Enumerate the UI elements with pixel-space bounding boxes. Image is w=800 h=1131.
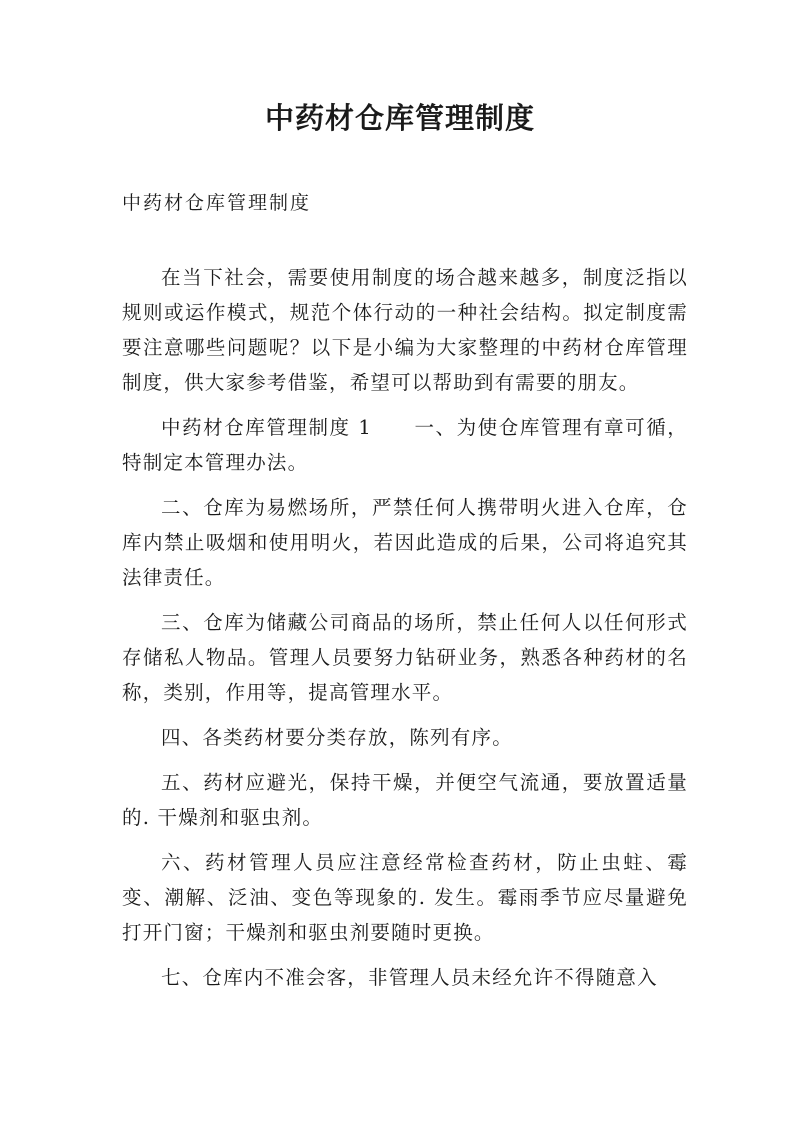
paragraph-intro: 在当下社会，需要使用制度的场合越来越多，制度泛指以规则或运作模式，规范个体行动的一种社会结构。拟定制度需要注意哪些问题呢？以下是小编为大家整理的中药材仓库管理制度，供大家参考借鉴，希望可以帮助到有需要的朋友。 xyxy=(122,266,688,394)
document-subtitle: 中药材仓库管理制度 xyxy=(122,192,312,214)
paragraph-rule-6: 六、药材管理人员应注意经常检查药材，防止虫蛀、霉变、潮解、泛油、变色等现象的. 发生。霉雨季节应尽量避免打开门窗；干燥剂和驱虫剂要随时更换。 xyxy=(122,851,688,944)
paragraph-rule-5: 五、药材应避光，保持干燥，并便空气流通，要放置适量的. 干燥剂和驱虫剂。 xyxy=(122,771,688,829)
paragraph-rule-2: 二、仓库为易燃场所，严禁任何人携带明火进入仓库，仓库内禁止吸烟和使用明火，若因此造成的后果，公司将追究其法律责任。 xyxy=(122,496,688,589)
paragraph-rule-4: 四、各类药材要分类存放，陈列有序。 xyxy=(161,726,513,749)
paragraph-rule-7: 七、仓库内不准会客，非管理人员未经允许不得随意入 xyxy=(161,966,658,989)
document-title: 中药材仓库管理制度 xyxy=(264,101,535,135)
paragraph-rule-3: 三、仓库为储藏公司商品的场所，禁止任何人以任何形式存储私人物品。管理人员要努力钻研业务，熟悉各种药材的名称，类别，作用等，提高管理水平。 xyxy=(122,611,688,704)
paragraph-rule-1: 中药材仓库管理制度 1 一、为使仓库管理有章可循，特制定本管理办法。 xyxy=(122,416,688,474)
document-body xyxy=(122,260,688,1005)
